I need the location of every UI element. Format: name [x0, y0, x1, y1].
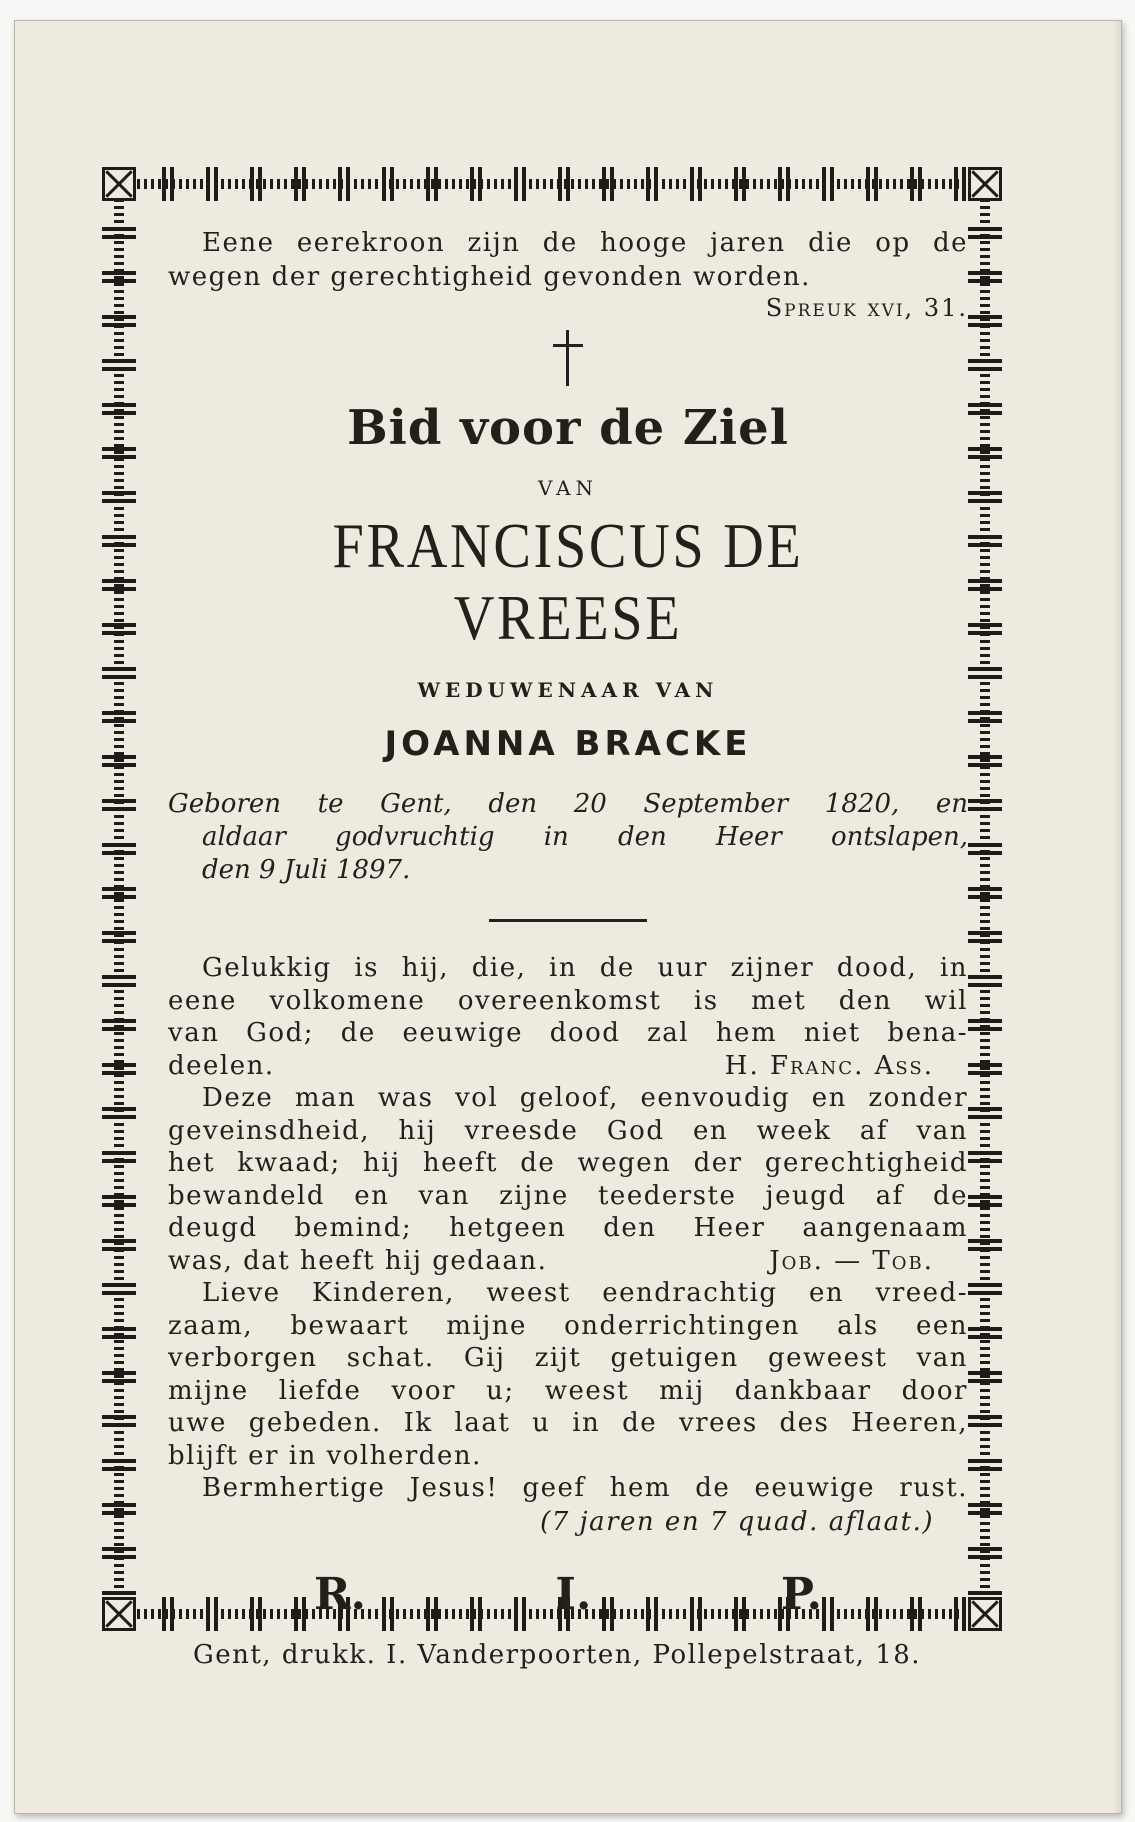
quote-line: geveinsdheid, hij vreesde God en week af van	[168, 1115, 968, 1146]
quote-attribution: Job. — Tob.	[769, 1245, 934, 1276]
quote-attribution: H. Franc. Ass.	[724, 1050, 934, 1081]
corner-ornament-top-left	[102, 167, 136, 201]
epigraph-reference: Spreuk xvi, 31.	[765, 294, 968, 322]
printer-imprint: Gent, drukk. I. Vanderpoorten, Pollepelstraat, 18.	[192, 1640, 922, 1670]
border-top-ornament	[102, 167, 1002, 201]
cross-icon	[548, 330, 588, 386]
quote-line: Gelukkig is hij, die, in de uur zijner dood, in	[202, 953, 968, 983]
quote-line: uwe gebeden. Ik laat u in de vrees des Heeren,	[168, 1408, 968, 1438]
corner-ornament-bottom-left	[102, 1597, 136, 1631]
birth-line: Geboren te Gent, den 20 September 1820, en	[168, 789, 968, 819]
widower-label: WEDUWENAAR VAN	[417, 678, 719, 702]
quote-line: verborgen schat. Gij zijt getuigen geweest van	[168, 1343, 968, 1373]
rip-letter: R.	[314, 1568, 366, 1620]
quote-line: deelen.	[168, 1050, 275, 1081]
indulgence-note: (7 jaren en 7 quad. aflaat.)	[540, 1506, 934, 1537]
quote-line: van God; de eeuwige dood zal hem niet bena-	[168, 1018, 968, 1048]
epigraph-line: Eene eerekroon zijn de hooge jaren die op de	[202, 228, 968, 258]
quote-line: blijft er in volherden.	[168, 1440, 482, 1471]
rip-letter: P.	[780, 1568, 822, 1620]
quote-attribution-row	[168, 1050, 968, 1083]
border-left-ornament	[102, 167, 136, 1631]
birth-line: aldaar godvruchtig in den Heer ontslapen,	[202, 822, 968, 852]
rip-letter: I.	[555, 1568, 592, 1620]
rip-monogram	[314, 1569, 822, 1620]
quote-line: mijne liefde voor u; weest mij dankbaar door	[168, 1375, 968, 1406]
quote-line: Deze man was vol geloof, eenvoudig en zonder	[202, 1083, 968, 1113]
spouse-name: JOANNA BRACKE	[384, 724, 752, 764]
deceased-name: FRANCISCUS DE VREESE	[332, 510, 804, 653]
corner-ornament-bottom-right	[968, 1597, 1002, 1631]
epigraph-line: wegen der gerechtigheid gevonden worden.	[168, 262, 811, 292]
quote-line: was, dat heeft hij gedaan.	[168, 1245, 548, 1276]
card-content	[168, 226, 968, 1620]
corner-ornament-top-right	[968, 167, 1002, 201]
quote-line: deugd bemind; hetgeen den Heer aangenaam	[168, 1213, 968, 1243]
border-right-ornament	[968, 167, 1002, 1631]
quote-line: eene volkomene overeenkomst is met den wil	[168, 985, 968, 1016]
quotes-body	[168, 952, 968, 1539]
birth-death-text	[168, 788, 968, 887]
quote-line: zaam, bewaart mijne onderrichtingen als een	[168, 1310, 968, 1341]
van-label: VAN	[537, 476, 599, 500]
divider-rule	[489, 919, 647, 922]
prayer-title: Bid voor de Ziel	[347, 400, 789, 456]
quote-line: Lieve Kinderen, weest eendrachtig en vreed-	[202, 1278, 968, 1308]
prayer-line: Bermhertige Jesus! geef hem de eeuwige rust.	[202, 1473, 968, 1503]
quote-attribution-row	[168, 1245, 968, 1278]
quote-line: het kwaad; hij heeft de wegen der gerechtigheid	[168, 1148, 968, 1178]
quote-line: bewandeld en van zijne teederste jeugd af de	[168, 1180, 968, 1211]
birth-line: den 9 Juli 1897.	[202, 855, 411, 885]
